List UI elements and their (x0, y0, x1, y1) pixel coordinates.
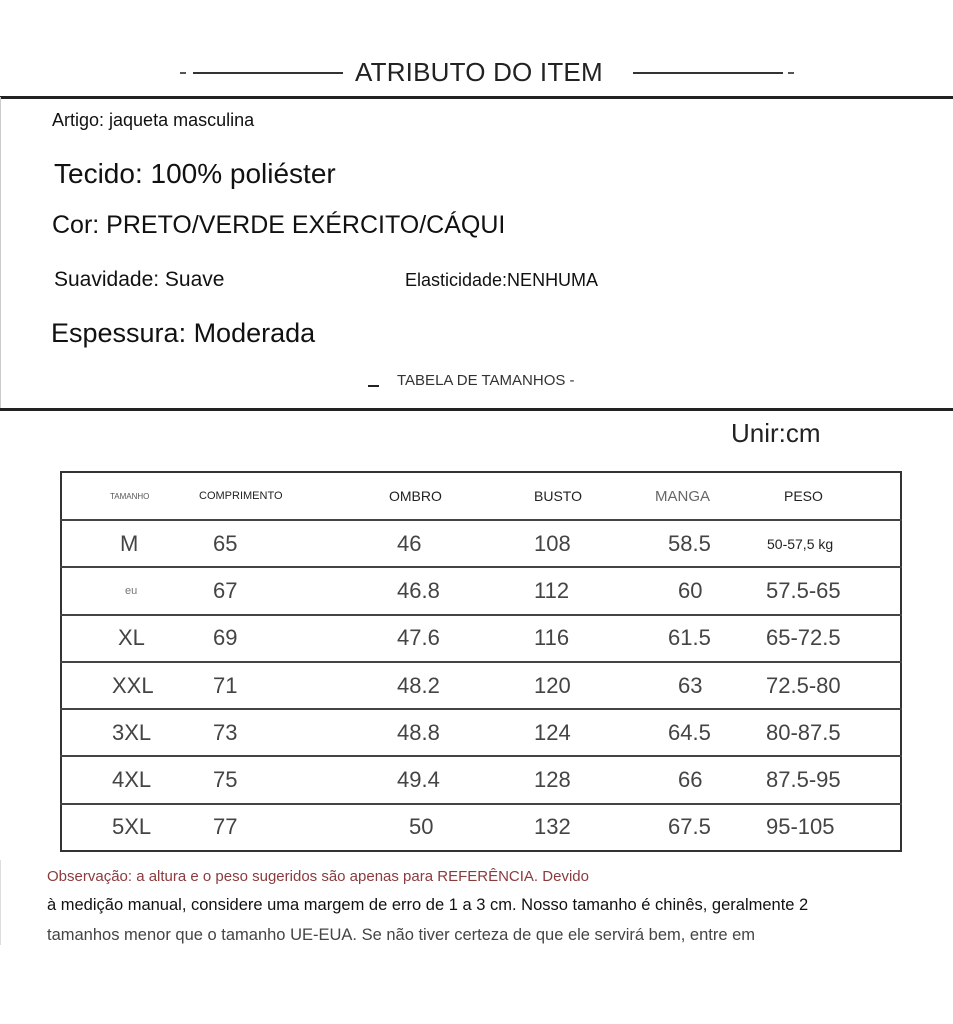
column-header-comprimento: COMPRIMENTO (199, 490, 283, 503)
attribute-artigo: Artigo: jaqueta masculina (52, 110, 255, 130)
table-row (61, 615, 901, 662)
cell-comprimento: 65 (199, 520, 389, 567)
cell-comprimento: 71 (199, 662, 389, 709)
table-row (61, 756, 901, 803)
note-left-edge (0, 860, 1, 945)
cell-manga: 64.5 (629, 709, 749, 756)
attribute-suavidade: Suavidade: Suave (54, 268, 225, 291)
cell-comprimento: 67 (199, 567, 389, 614)
divider-top (0, 96, 953, 99)
cell-ombro: 46.8 (389, 567, 504, 614)
cell-ombro: 50 (389, 804, 504, 851)
note-line-1: Observação: a altura e o peso sugeridos são apenas para REFERÊNCIA. Devido (47, 868, 589, 885)
column-header-peso: PESO (784, 488, 823, 505)
cell-busto: 128 (504, 756, 629, 803)
cell-busto: 108 (504, 520, 629, 567)
attribute-tecido: Tecido: 100% poliéster (54, 158, 336, 189)
cell-peso: 65-72.5 (749, 615, 901, 662)
table-row (61, 709, 901, 756)
table-row (61, 662, 901, 709)
cell-peso: 95-105 (749, 804, 901, 851)
divider-middle (0, 408, 953, 411)
column-header-busto: BUSTO (534, 488, 582, 505)
cell-size: 4XL (61, 756, 199, 803)
cell-busto: 124 (504, 709, 629, 756)
cell-busto: 112 (504, 567, 629, 614)
cell-peso: 87.5-95 (749, 756, 901, 803)
cell-ombro: 47.6 (389, 615, 504, 662)
table-row (61, 520, 901, 567)
table-row (61, 804, 901, 851)
cell-comprimento: 77 (199, 804, 389, 851)
cell-size: M (61, 520, 199, 567)
cell-ombro: 48.8 (389, 709, 504, 756)
column-header-ombro: OMBRO (389, 488, 442, 505)
title-dash-right (633, 72, 783, 74)
cell-ombro: 48.2 (389, 662, 504, 709)
size-table (60, 471, 902, 852)
title-dash-left-tick (180, 72, 186, 74)
cell-size: eu (61, 567, 199, 614)
cell-peso: 57.5-65 (749, 567, 901, 614)
size-chart-subtitle: TABELA DE TAMANHOS - (397, 372, 575, 389)
subtitle-dash (368, 385, 379, 387)
note-line-2: à medição manual, considere uma margem de erro de 1 a 3 cm. Nosso tamanho é chinês, geralmente 2 (47, 896, 809, 914)
cell-ombro: 46 (389, 520, 504, 567)
column-header-manga: MANGA (655, 487, 711, 505)
cell-size: 5XL (61, 804, 199, 851)
title-dash-right-tick (788, 72, 794, 74)
page-title: ATRIBUTO DO ITEM (355, 57, 603, 87)
cell-busto: 120 (504, 662, 629, 709)
section-title (0, 52, 953, 92)
cell-busto: 116 (504, 615, 629, 662)
attribute-espessura: Espessura: Moderada (51, 318, 316, 348)
cell-manga: 63 (629, 662, 749, 709)
cell-peso: 80-87.5 (749, 709, 901, 756)
cell-comprimento: 75 (199, 756, 389, 803)
title-dash-left (193, 72, 343, 74)
cell-peso: 50-57,5 kg (749, 520, 901, 567)
cell-size: XXL (61, 662, 199, 709)
cell-manga: 66 (629, 756, 749, 803)
cell-manga: 67.5 (629, 804, 749, 851)
cell-size: 3XL (61, 709, 199, 756)
cell-ombro: 49.4 (389, 756, 504, 803)
column-header-tamanho: TAMANHO (110, 491, 150, 501)
cell-comprimento: 73 (199, 709, 389, 756)
attribute-elasticidade: Elasticidade:NENHUMA (405, 270, 599, 290)
cell-manga: 61.5 (629, 615, 749, 662)
cell-comprimento: 69 (199, 615, 389, 662)
note-line-3: tamanhos menor que o tamanho UE-EUA. Se não tiver certeza de que ele servirá bem, entre em (47, 926, 756, 944)
unit-label: Unir:cm (731, 418, 821, 448)
cell-busto: 132 (504, 804, 629, 851)
table-row (61, 567, 901, 614)
table-header-row (61, 472, 901, 520)
cell-manga: 58.5 (629, 520, 749, 567)
cell-peso: 72.5-80 (749, 662, 901, 709)
cell-manga: 60 (629, 567, 749, 614)
left-edge-line (0, 97, 1, 409)
cell-size: XL (61, 615, 199, 662)
attribute-cor: Cor: PRETO/VERDE EXÉRCITO/CÁQUI (52, 211, 506, 239)
